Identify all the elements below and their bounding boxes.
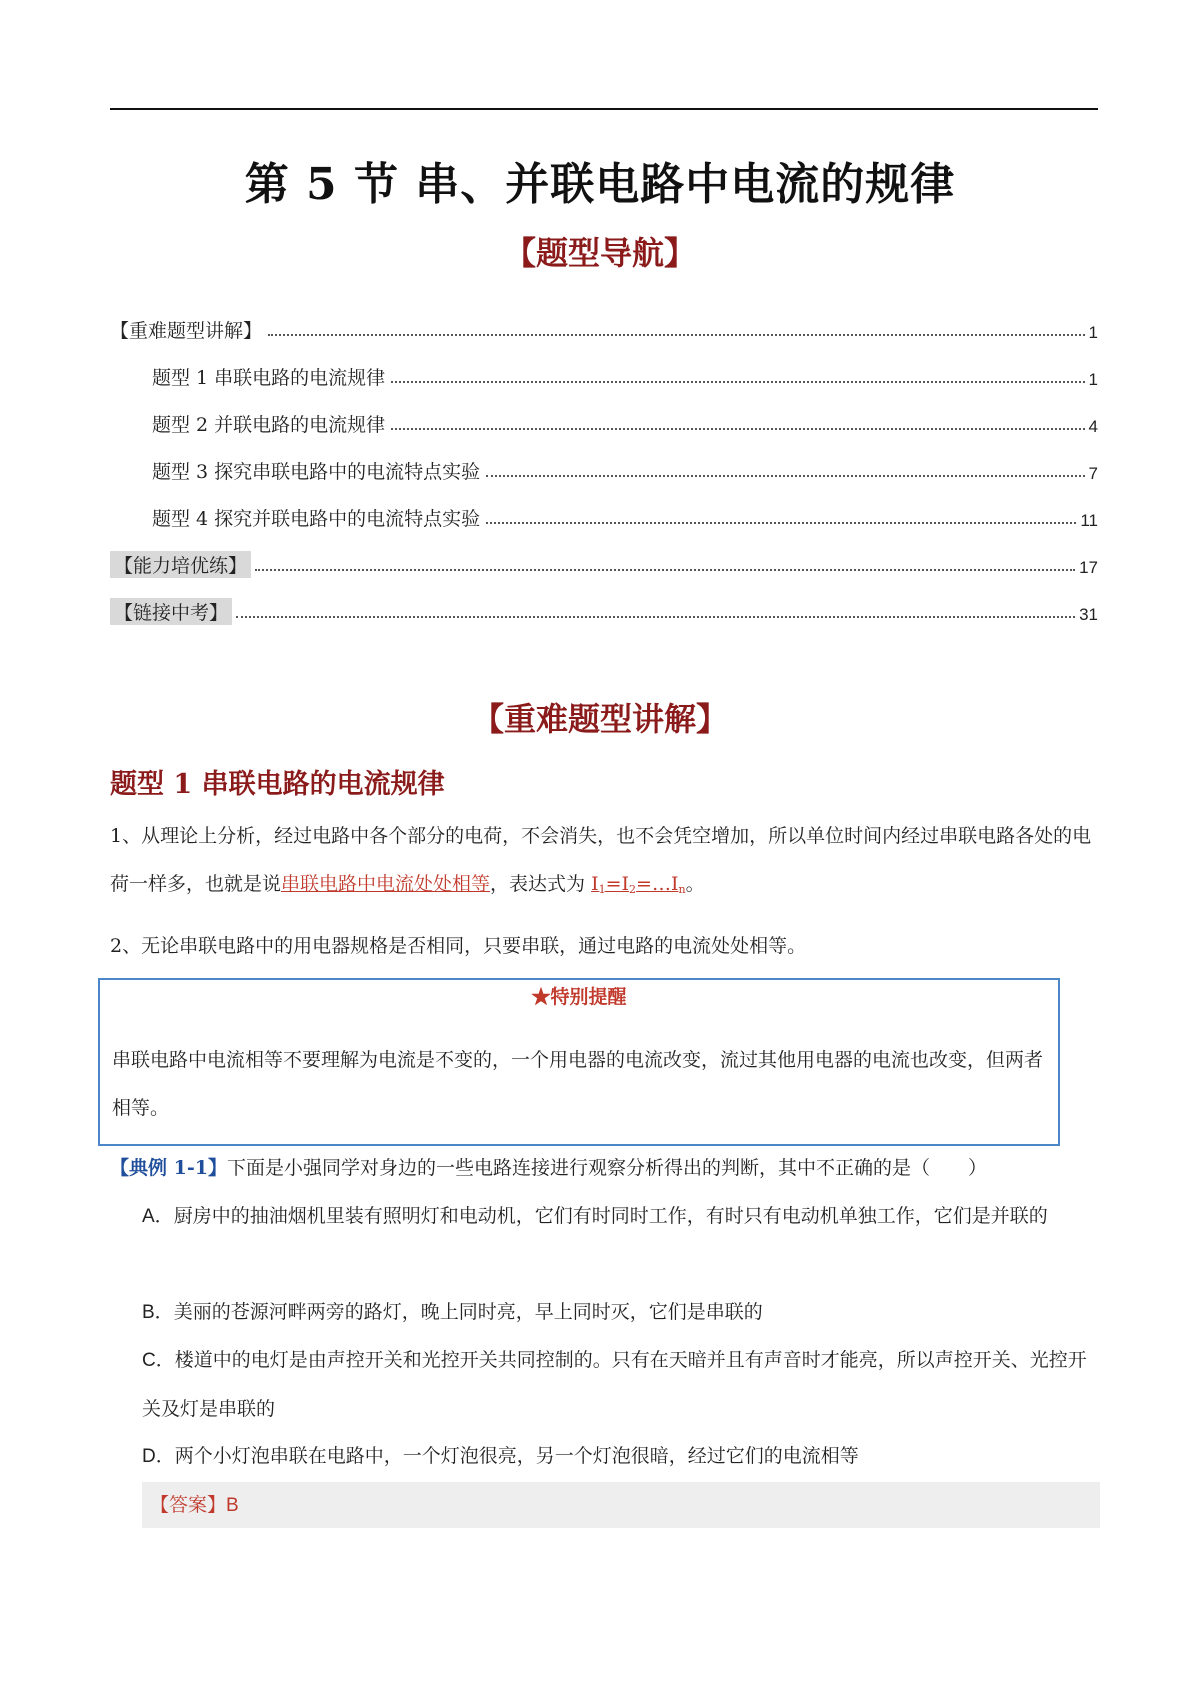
option-text: 两个小灯泡串联在电路中，一个灯泡很亮，另一个灯泡很暗，经过它们的电流相等 bbox=[174, 1445, 859, 1467]
toc-item[interactable] bbox=[110, 531, 1098, 578]
header-rule bbox=[110, 108, 1098, 110]
toc-leader bbox=[391, 427, 1084, 430]
option-text: 厨房中的抽油烟机里装有照明灯和电动机，它们有时同时工作，有时只有电动机单独工作，它们是并联的 bbox=[173, 1205, 1048, 1227]
paragraph-text: 。 bbox=[685, 873, 705, 895]
option-letter: A． bbox=[142, 1206, 174, 1227]
toc-label: 题型 3 探究串联电路中的电流特点实验 bbox=[152, 461, 481, 483]
table-of-contents bbox=[110, 296, 1098, 625]
toc-page-number: 31 bbox=[1079, 605, 1098, 624]
toc-leader bbox=[255, 568, 1075, 571]
option-c bbox=[142, 1336, 1102, 1433]
page-title: 第 5 节 串、并联电路中电流的规律 bbox=[244, 159, 956, 210]
toc-item[interactable] bbox=[110, 343, 1098, 390]
example-tag: 【典例 1-1】 bbox=[110, 1157, 227, 1179]
toc-page-number: 17 bbox=[1079, 558, 1098, 577]
option-letter: C． bbox=[142, 1350, 175, 1371]
toc-item[interactable] bbox=[110, 578, 1098, 625]
toc-item[interactable] bbox=[110, 484, 1098, 531]
formula: I1=I2=…In bbox=[591, 873, 686, 896]
nav-title: 【题型导航】 bbox=[503, 234, 696, 272]
type-title: 题型 1 串联电路的电流规律 bbox=[110, 769, 445, 800]
toc-label: 【能力培优练】 bbox=[110, 551, 251, 578]
toc-label: 题型 2 并联电路的电流规律 bbox=[152, 414, 386, 436]
toc-label: 题型 4 探究并联电路中的电流特点实验 bbox=[152, 508, 481, 530]
toc-item[interactable] bbox=[110, 296, 1098, 343]
answer-value: B bbox=[226, 1495, 239, 1516]
toc-page-number: 1 bbox=[1088, 370, 1098, 389]
toc-page-number: 11 bbox=[1080, 511, 1098, 530]
key-point-highlight: 串联电路中电流处处相等 bbox=[281, 873, 491, 895]
option-text: 楼道中的电灯是由声控开关和光控开关共同控制的。只有在天暗并且有声音时才能亮，所以声控开关、光控开关及灯是串联的 bbox=[142, 1349, 1087, 1420]
paragraph-1 bbox=[110, 812, 1100, 914]
toc-leader bbox=[268, 333, 1085, 336]
reminder-text: 串联电路中电流相等不要理解为电流是不变的，一个用电器的电流改变，流过其他用电器的电流也改变，但两者相等。 bbox=[112, 1049, 1044, 1119]
paragraph-text: 1、从理论上分析，经过电路中各个部分的电荷，不会消失，也不会凭空增加，所以单位时间内经过串联电路各处的电荷一样多，也就是说 bbox=[110, 825, 1092, 895]
toc-label: 【链接中考】 bbox=[110, 598, 232, 625]
toc-label: 题型 1 串联电路的电流规律 bbox=[152, 367, 386, 389]
paragraph-text: ，表达式为 bbox=[490, 873, 592, 895]
toc-leader bbox=[486, 521, 1076, 524]
toc-item[interactable] bbox=[110, 437, 1098, 484]
paragraph-2: 2、无论串联电路中的用电器规格是否相同，只要串联，通过电路的电流处处相等。 bbox=[110, 935, 807, 957]
toc-label: 【重难题型讲解】 bbox=[110, 320, 263, 342]
toc-page-number: 4 bbox=[1088, 417, 1098, 436]
section-title: 【重难题型讲解】 bbox=[471, 700, 728, 738]
toc-page-number: 7 bbox=[1088, 464, 1098, 483]
answer-box bbox=[142, 1482, 1100, 1528]
option-a bbox=[142, 1192, 1102, 1241]
example-question-text: 下面是小强同学对身边的一些电路连接进行观察分析得出的判断，其中不正确的是（ ） bbox=[226, 1157, 987, 1179]
option-b bbox=[142, 1288, 1102, 1337]
toc-leader bbox=[236, 615, 1075, 618]
option-d bbox=[142, 1432, 1102, 1481]
answer bbox=[150, 1490, 239, 1517]
reminder-title: ★特别提醒 bbox=[531, 986, 627, 1008]
reminder-box bbox=[98, 978, 1060, 1146]
toc-leader bbox=[486, 474, 1084, 477]
toc-page-number: 1 bbox=[1088, 323, 1098, 342]
toc-item[interactable] bbox=[110, 390, 1098, 437]
example-question bbox=[110, 1148, 1100, 1188]
option-letter: D． bbox=[142, 1446, 175, 1467]
option-text: 美丽的苍源河畔两旁的路灯，晚上同时亮，早上同时灭，它们是串联的 bbox=[173, 1301, 763, 1323]
answer-tag: 【答案】 bbox=[150, 1494, 227, 1516]
toc-leader bbox=[391, 380, 1084, 383]
option-letter: B． bbox=[142, 1302, 174, 1323]
